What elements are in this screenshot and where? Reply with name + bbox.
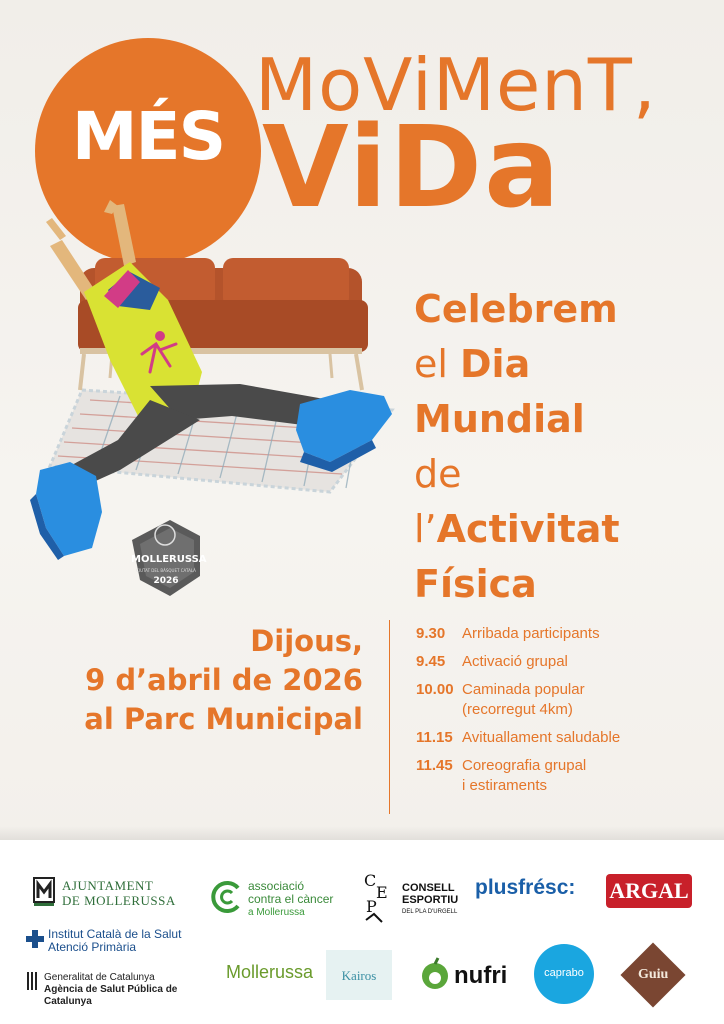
svg-text:P: P [366,897,377,916]
consell-esportiu-logo: C E P CONSELL ESPORTIU DEL PLA D'URGELL [360,870,460,926]
schedule-row: 9.45 Activació grupal [416,653,568,670]
badge-name: MOLLERUSSA [131,554,207,565]
title-mes: MÉS [71,98,225,175]
title-moviment: MoViMenT, [255,43,657,127]
event-date: Dijous, 9 d’abril de 2026 al Parc Municipal [84,624,363,736]
generalitat-logo: Generalitat de Catalunya Agència de Salut Pública de Catalunya [26,970,226,996]
ics-logo: Institut Català de la Salut Atenció Primària [26,926,206,956]
schedule-row: 9.30 Arribada participants [416,625,600,642]
badge-sub: CIUTAT DEL BÀSQUET CATALÀ [136,568,196,573]
title-vida: ViDa [262,103,562,233]
plusfresc-logo: plusfrésc: [475,876,576,899]
schedule-row: 11.15 Avituallament saludable [416,729,621,746]
argal-logo: ARGAL [606,874,692,908]
ajuntament-m-icon [32,876,56,908]
schedule-row: 10.00 Caminada popular (recorregut 4km) [416,681,585,718]
ics-cross-icon [26,930,44,948]
svg-text:C: C [364,871,377,890]
associacio-cancer-logo: associació contra el càncer a Mollerussa [210,878,340,918]
person-on-sofa-illustration [0,200,420,620]
kairos-logo: Kairos [326,950,392,1000]
nufri-apple-icon [420,956,450,990]
schedule-divider [389,620,390,814]
consell-cep-icon [360,870,396,926]
generalitat-stripes-icon [26,972,40,990]
celebrem-line: Celebrem [414,287,618,331]
celebration-text: Celebrem el Dia Mundial de l’Activitat Física [414,282,714,612]
svg-text:E: E [376,883,388,902]
ajuntament-logo: AJUNTAMENT DE MOLLERUSSA [32,876,182,908]
guiu-logo: Guiu [622,944,684,1006]
badge-year: 2026 [153,576,179,586]
caprabo-logo: caprabo [534,944,594,1004]
schedule [416,624,716,804]
associacio-c-icon [210,880,244,914]
mollerussa-city-logo: Mollerussa [226,962,314,982]
nufri-logo: nufri [420,956,520,996]
schedule-row: 11.45 Coreografia grupal i estiraments [416,757,587,794]
